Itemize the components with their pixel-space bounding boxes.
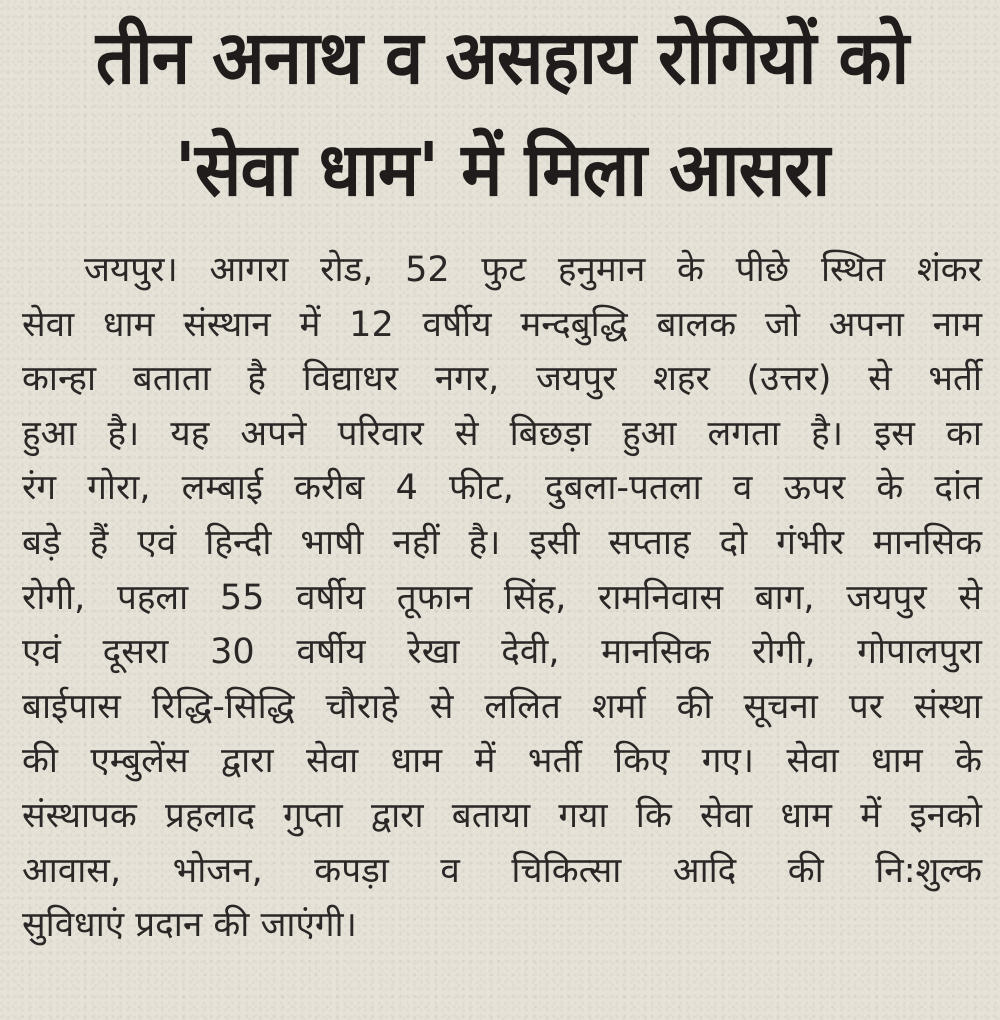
body-line-8: एवं दूसरा 30 वर्षीय रेखा देवी, मानसिक रोगी, गोपालपुरा [22, 632, 982, 673]
body-line-6: बड़े हैं एवं हिन्दी भाषी नहीं है। इसी सप्ताह दो गंभीर मानसिक [22, 522, 982, 563]
headline-line-2: 'सेवा धाम' में मिला आसरा [174, 127, 830, 213]
body-line-9: बाईपास रिद्धि-सिद्धि चौराहे से ललित शर्मा की सूचना पर संस्था [22, 686, 982, 727]
body-line-1: जयपुर। आगरा रोड, 52 फुट हनुमान के पीछे स्थित शंकर [84, 250, 982, 290]
body-line-4: हुआ है। यह अपने परिवार से बिछड़ा हुआ लगता है। इस का [22, 413, 982, 454]
headline-line-1: तीन अनाथ व असहाय रोगियों को [95, 15, 909, 101]
body-line-2: सेवा धाम संस्थान में 12 वर्षीय मन्दबुद्धि बालक जो अपना नाम [22, 304, 982, 345]
body-line-12: आवास, भोजन, कपड़ा व चिकित्सा आदि की नि:शुल्क [22, 850, 982, 891]
body-line-11: संस्थापक प्रहलाद गुप्ता द्वारा बताया गया कि सेवा धाम में इनको [22, 795, 982, 836]
body-line-13: सुविधाएं प्रदान की जाएंगी। [22, 905, 357, 946]
body-line-7: रोगी, पहला 55 वर्षीय तूफान सिंह, रामनिवास बाग, जयपुर से [22, 577, 982, 618]
headline [56, 0, 949, 226]
article-body [22, 243, 982, 953]
body-line-5: रंग गोरा, लम्बाई करीब 4 फीट, दुबला-पतला व ऊपर के दांत [22, 468, 982, 509]
body-line-10: की एम्बुलेंस द्वारा सेवा धाम में भर्ती किए गए। सेवा धाम के [22, 741, 982, 782]
body-line-3: कान्हा बताता है विद्याधर नगर, जयपुर शहर (उत्तर) से भर्ती [22, 359, 982, 400]
